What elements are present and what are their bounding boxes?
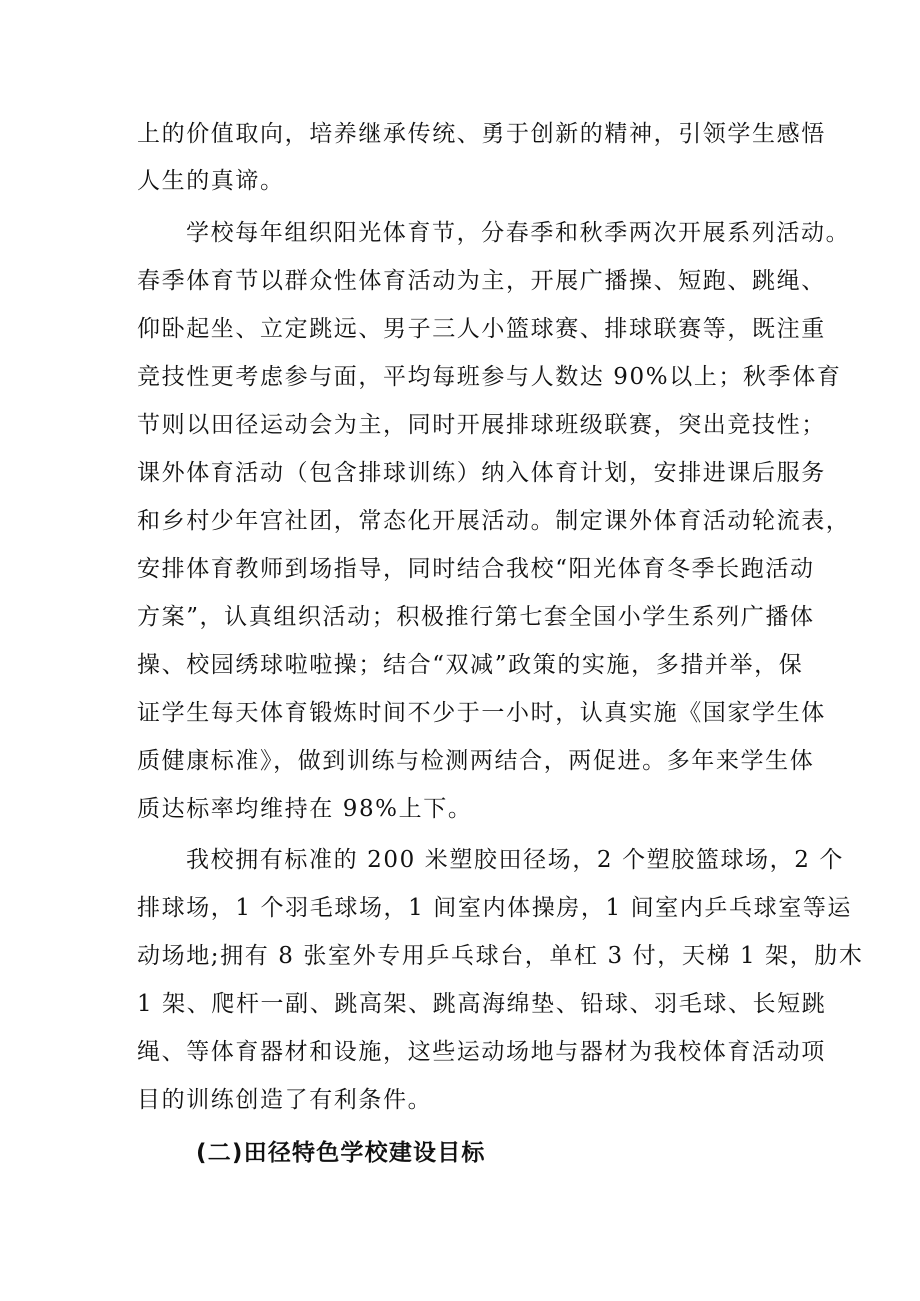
paragraph-2-line-1: 学校每年组织阳光体育节，分春季和秋季两次开展系列活动。 <box>186 220 851 246</box>
paragraph-3-line-4: 1 架、爬杆一副、跳高架、跳高海绵垫、铅球、羽毛球、长短跳 <box>137 991 827 1017</box>
paragraph-2-line-8: 安排体育教师到场指导，同时结合我校“阳光体育冬季长跑活动 <box>137 556 815 582</box>
paragraph-3-line-3: 动场地;拥有 8 张室外专用乒乓球台，单杠 3 付，天梯 1 架，肋木 <box>137 943 864 969</box>
paragraph-3-line-1: 我校拥有标准的 200 米塑胶田径场，2 个塑胶篮球场，2 个 <box>186 847 845 873</box>
paragraph-2-line-5: 节则以田径运动会为主，同时开展排球班级联赛，突出竞技性； <box>137 412 826 438</box>
paragraph-3-line-6: 目的训练创造了有利条件。 <box>137 1087 433 1113</box>
paragraph-1-line-1: 上的价值取向，培养继承传统、勇于创新的精神，引领学生感悟 <box>137 121 826 147</box>
paragraph-2-line-7: 和乡村少年宫社团，常态化开展活动。制定课外体育活动轮流表， <box>137 508 851 534</box>
paragraph-3-line-2: 排球场，1 个羽毛球场，1 间室内体操房，1 间室内乒乓球室等运 <box>137 895 853 921</box>
paragraph-2-line-12: 质健康标准》，做到训练与检测两结合，两促进。多年来学生体 <box>137 748 815 774</box>
paragraph-2-line-6: 课外体育活动（包含排球训练）纳入体育计划，安排进课后服务 <box>137 460 826 486</box>
paragraph-2-line-13: 质达标率均维持在 98%上下。 <box>137 796 473 822</box>
paragraph-2-line-2: 春季体育节以群众性体育活动为主，开展广播操、短跑、跳绳、 <box>137 268 826 294</box>
paragraph-2-line-4: 竞技性更考虑参与面，平均每班参与人数达 90%以上；秋季体育 <box>137 364 842 390</box>
section-heading: (二)田径特色学校建设目标 <box>196 1140 486 1166</box>
paragraph-3-line-5: 绳、等体育器材和设施，这些运动场地与器材为我校体育活动项 <box>137 1039 826 1065</box>
paragraph-2-line-11: 证学生每天体育锻炼时间不少于一小时，认真实施《国家学生体 <box>137 700 826 726</box>
paragraph-2-line-3: 仰卧起坐、立定跳远、男子三人小篮球赛、排球联赛等，既注重 <box>137 316 826 342</box>
paragraph-1-line-2: 人生的真谛。 <box>137 168 285 194</box>
paragraph-2-line-9: 方案”，认真组织活动；积极推行第七套全国小学生系列广播体 <box>137 604 815 630</box>
paragraph-2-line-10: 操、校园绣球啦啦操；结合“双减”政策的实施，多措并举，保 <box>137 652 804 678</box>
